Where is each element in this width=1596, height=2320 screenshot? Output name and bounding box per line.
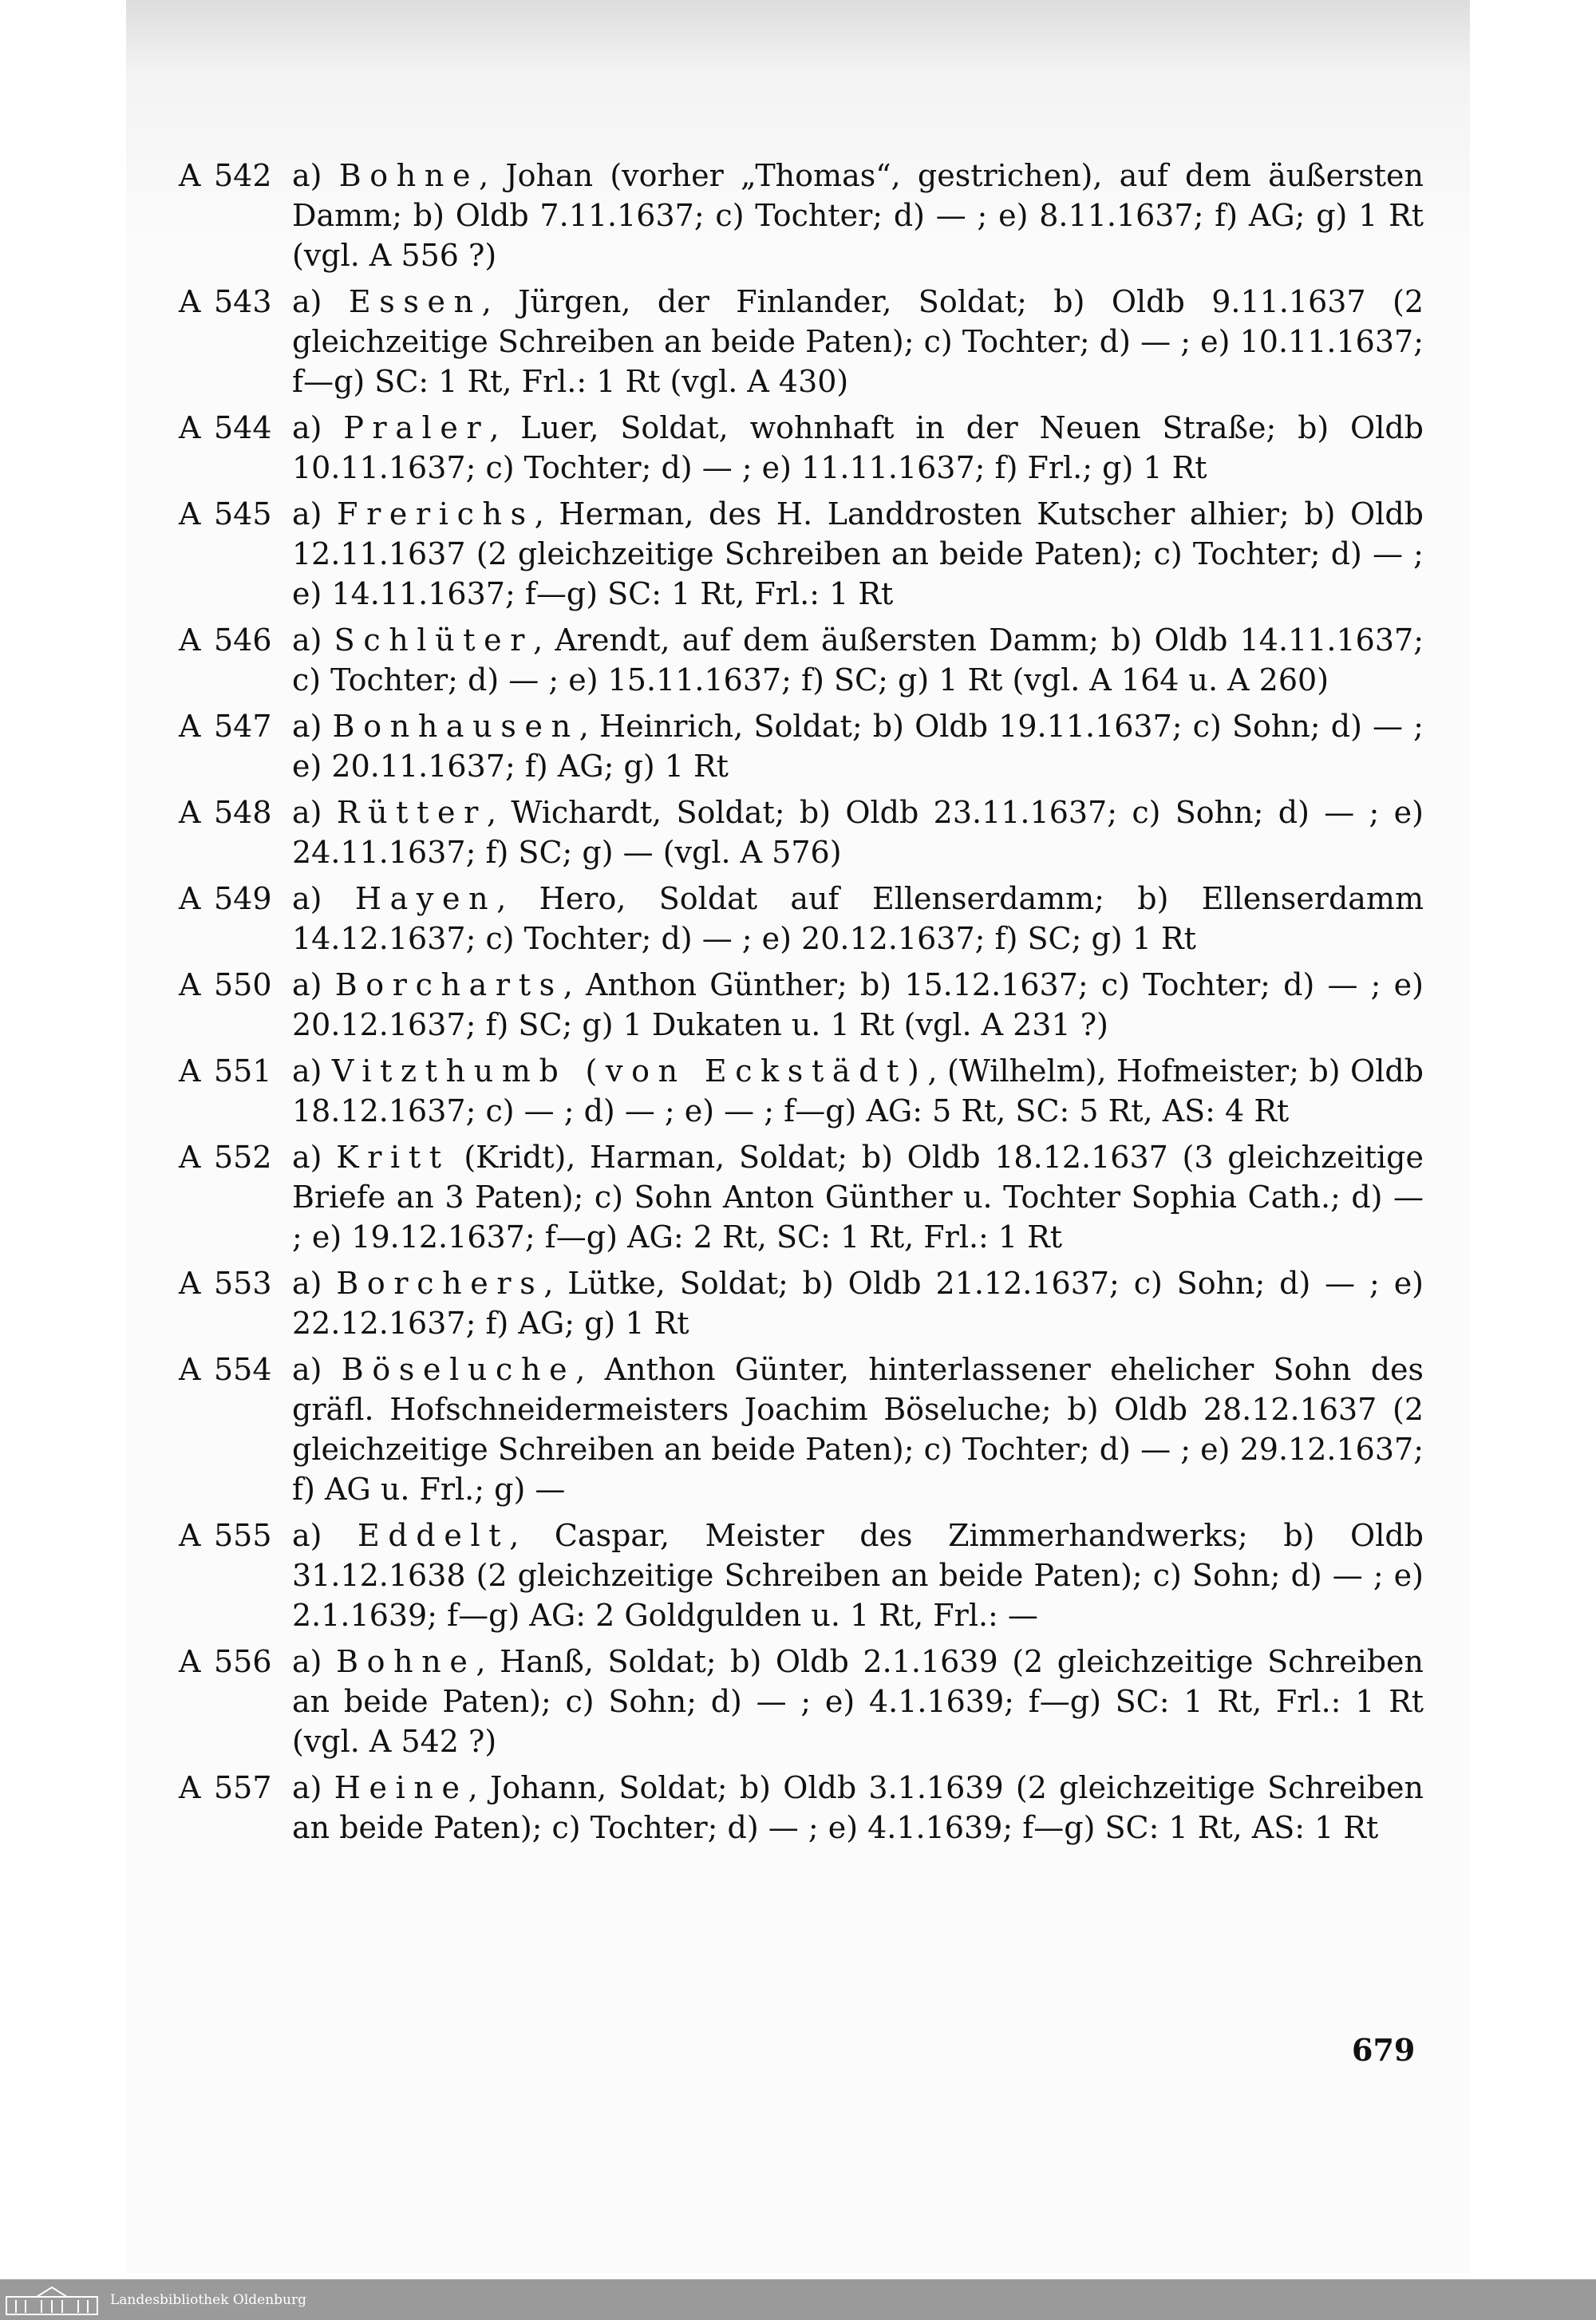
entry-number: 547 [214, 709, 272, 744]
entry-name: Schlüter [334, 622, 534, 658]
entry-details: , Arendt, auf dem äußersten Damm; b) Oldb 14.11.1637; c) Tochter; d) — ; e) 15.11.1637; f) SC; g) 1 Rt (vgl. A 164 u. A 260) [292, 622, 1424, 698]
entry-letter: A [179, 496, 201, 532]
entry-name: Eddelt [358, 1518, 510, 1553]
entry-details: , Caspar, Meister des Zimmerhandwerks; b) Oldb 31.12.1638 (2 gleichzeitige Schreiben an beide Paten); c) Sohn; d) — ; e) 2.1.1639; f—g) AG: 2 Goldgulden u. 1 Rt, Frl.: — [292, 1518, 1424, 1633]
entry-number: 552 [214, 1140, 272, 1175]
entry-text [292, 1137, 1424, 1257]
entry-prefix: a) [292, 622, 334, 658]
entry-letter: A [179, 795, 201, 830]
entry-name: Vitzthumb (von Eckstädt) [331, 1053, 928, 1089]
entry-number: 542 [214, 158, 272, 193]
entry-name: Bohne [336, 1644, 476, 1679]
entry-letter: A [179, 709, 201, 744]
entry-details: , Wichardt, Soldat; b) Oldb 23.11.1637; c) Sohn; d) — ; e) 24.11.1637; f) SC; g) — (vgl. A 576) [292, 795, 1424, 870]
entry-letter: A [179, 967, 201, 1002]
entry-text [292, 156, 1424, 275]
entry-number: 554 [214, 1352, 272, 1387]
entry-letter: A [179, 881, 201, 916]
entry-details: , (Wilhelm), Hofmeister; b) Oldb 18.12.1637; c) — ; d) — ; e) — ; f—g) AG: 5 Rt, SC: 5 Rt, AS: 4 Rt [292, 1053, 1424, 1128]
entry-name: Bohne [338, 158, 480, 193]
entry-row [179, 1516, 1424, 1635]
entry-text [292, 1051, 1424, 1131]
entry-list [179, 156, 1424, 1854]
library-building-icon [5, 2284, 99, 2316]
entry-prefix: a) [292, 795, 337, 830]
entry-letter: A [179, 410, 201, 445]
entry-text [292, 965, 1424, 1045]
entry-number: 546 [214, 622, 272, 658]
entry-name: Heine [334, 1770, 468, 1805]
entry-row [179, 282, 1424, 401]
entry-prefix: a) [292, 1266, 337, 1301]
entry-name: Bonhausen [332, 709, 579, 744]
entry-letter: A [179, 1266, 201, 1301]
entry-letter: A [179, 1770, 201, 1805]
entry-details: , Luer, Soldat, wohnhaft in der Neuen Straße; b) Oldb 10.11.1637; c) Tochter; d) — ; e) 11.11.1637; f) Frl.; g) 1 Rt [292, 410, 1424, 485]
entry-row [179, 965, 1424, 1045]
library-footer-bar [0, 2279, 1596, 2320]
entry-text [292, 879, 1424, 958]
entry-name: Böseluche [341, 1352, 576, 1387]
entry-prefix: a) [292, 158, 339, 193]
entry-details: , Hanß, Soldat; b) Oldb 2.1.1639 (2 gleichzeitige Schreiben an beide Paten); c) Sohn; d) — ; e) 4.1.1639; f—g) SC: 1 Rt, Frl.: 1 Rt (vgl. A 542 ?) [292, 1644, 1424, 1759]
entry-name: Kritt [336, 1140, 450, 1175]
entry-number: 544 [214, 410, 272, 445]
entry-row [179, 792, 1424, 872]
entry-letter: A [179, 622, 201, 658]
entry-prefix: a) [292, 1644, 337, 1679]
entry-name: Essen [348, 284, 482, 319]
entry-row [179, 1768, 1424, 1848]
entry-prefix: a) [292, 881, 355, 916]
entry-number: 543 [214, 284, 272, 319]
entry-name: Hayen [354, 881, 497, 916]
entry-text [292, 706, 1424, 786]
entry-number: 557 [214, 1770, 272, 1805]
entry-text [292, 1263, 1424, 1343]
entry-row [179, 1137, 1424, 1257]
entry-number: 549 [214, 881, 272, 916]
entry-letter: A [179, 1053, 201, 1089]
entry-name: Borcharts [334, 967, 563, 1002]
entry-name: Borchers [336, 1266, 544, 1301]
entry-details: , Jürgen, der Finlander, Soldat; b) Oldb 9.11.1637 (2 gleichzeitige Schreiben an beide Paten); c) Tochter; d) — ; e) 10.11.1637; f—g) SC: 1 Rt, Frl.: 1 Rt (vgl. A 430) [292, 284, 1424, 399]
entry-text [292, 1768, 1424, 1848]
entry-row [179, 1263, 1424, 1343]
entry-prefix: a) [292, 967, 335, 1002]
entry-details: , Anthon Günther; b) 15.12.1637; c) Tochter; d) — ; e) 20.12.1637; f) SC; g) 1 Dukaten u. 1 Rt (vgl. A 231 ?) [292, 967, 1424, 1042]
entry-details: , Anthon Günter, hinterlassener ehelicher Sohn des gräfl. Hofschneidermeisters Joachim Böseluche; b) Oldb 28.12.1637 (2 gleichzeitige Schreiben an beide Paten); c) Tochter; d) — ; e) 29.12.1637; f) AG u. Frl.; g) — [292, 1352, 1424, 1507]
entry-number: 548 [214, 795, 272, 830]
entry-row [179, 879, 1424, 958]
entry-letter: A [179, 284, 201, 319]
entry-row [179, 156, 1424, 275]
entry-letter: A [179, 1352, 201, 1387]
entry-text [292, 282, 1424, 401]
entry-details: , Johann, Soldat; b) Oldb 3.1.1639 (2 gleichzeitige Schreiben an beide Paten); c) Tochter; d) — ; e) 4.1.1639; f—g) SC: 1 Rt, AS: 1 Rt [292, 1770, 1424, 1845]
entry-number: 551 [214, 1053, 272, 1089]
entry-prefix: a) [292, 284, 349, 319]
entry-prefix: a) [292, 410, 344, 445]
entry-text [292, 1350, 1424, 1509]
entry-details: (Kridt), Harman, Soldat; b) Oldb 18.12.1637 (3 gleichzeitige Briefe an 3 Paten); c) Sohn Anton Günther u. Tochter Sophia Cath.; d) — ; e) 19.12.1637; f—g) AG: 2 Rt, SC: 1 Rt, Frl.: 1 Rt [292, 1140, 1424, 1255]
entry-name: Frerichs [337, 496, 535, 532]
entry-number: 555 [214, 1518, 272, 1553]
entry-name: Rütter [336, 795, 487, 830]
entry-row [179, 408, 1424, 488]
entry-number: 545 [214, 496, 272, 532]
entry-text [292, 792, 1424, 872]
entry-number: 556 [214, 1644, 272, 1679]
library-name: Landesbibliothek Oldenburg [110, 2291, 307, 2308]
entry-text [292, 1516, 1424, 1635]
entry-text [292, 494, 1424, 614]
entry-letter: A [179, 158, 201, 193]
entry-prefix: a) [292, 1352, 342, 1387]
entry-row [179, 1350, 1424, 1509]
page-number: 679 [1352, 2032, 1416, 2068]
entry-prefix: a) [292, 1770, 334, 1805]
entry-prefix: a) [292, 1518, 358, 1553]
entry-letter: A [179, 1140, 201, 1175]
entry-prefix: a) [292, 496, 338, 532]
entry-text [292, 1642, 1424, 1761]
entry-text [292, 620, 1424, 700]
entry-row [179, 494, 1424, 614]
entry-letter: A [179, 1644, 201, 1679]
entry-number: 550 [214, 967, 272, 1002]
entry-prefix: a) [292, 1140, 337, 1175]
entry-details: , Herman, des H. Landdrosten Kutscher alhier; b) Oldb 12.11.1637 (2 gleichzeitige Schreiben an beide Paten); c) Tochter; d) — ; e) 14.11.1637; f—g) SC: 1 Rt, Frl.: 1 Rt [292, 496, 1424, 611]
entry-prefix: a) [292, 1053, 332, 1089]
entry-name: Praler [343, 410, 490, 445]
entry-row [179, 620, 1424, 700]
entry-details: , Johan (vorher „Thomas“, gestrichen), auf dem äußersten Damm; b) Oldb 7.11.1637; c) Tochter; d) — ; e) 8.11.1637; f) AG; g) 1 Rt (vgl. A 556 ?) [292, 158, 1424, 273]
entry-details: , Hero, Soldat auf Ellenserdamm; b) Ellenserdamm 14.12.1637; c) Tochter; d) — ; e) 20.12.1637; f) SC; g) 1 Rt [292, 881, 1424, 956]
entry-row [179, 1642, 1424, 1761]
entry-number: 553 [214, 1266, 272, 1301]
entry-row [179, 706, 1424, 786]
entry-row [179, 1051, 1424, 1131]
entry-text [292, 408, 1424, 488]
entry-details: , Lütke, Soldat; b) Oldb 21.12.1637; c) Sohn; d) — ; e) 22.12.1637; f) AG; g) 1 Rt [292, 1266, 1424, 1341]
entry-letter: A [179, 1518, 201, 1553]
entry-details: , Heinrich, Soldat; b) Oldb 19.11.1637; c) Sohn; d) — ; e) 20.11.1637; f) AG; g) 1 Rt [292, 709, 1424, 784]
entry-prefix: a) [292, 709, 333, 744]
